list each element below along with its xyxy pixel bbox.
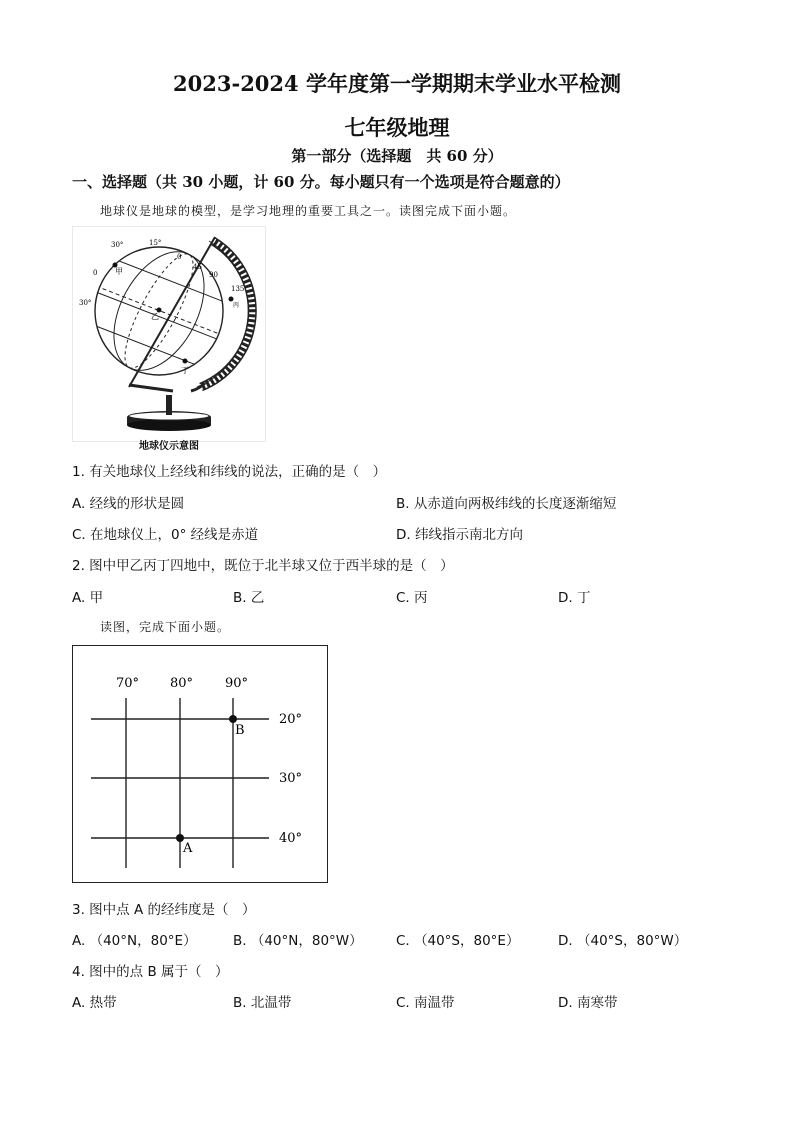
- question-2-option-b[interactable]: B. 乙: [233, 590, 265, 606]
- label-45: 45: [193, 263, 202, 271]
- question-4-option-a[interactable]: A. 热带: [72, 995, 117, 1011]
- question-4-option-b[interactable]: B. 北温带: [233, 995, 292, 1011]
- group1-intro: 地球仪是地球的模型，是学习地理的重要工具之一。读图完成下面小题。: [100, 204, 517, 218]
- globe-figure: [72, 226, 266, 452]
- label-a: A: [183, 841, 193, 856]
- lat-label-30: 30°: [279, 771, 303, 786]
- label-ding: 丁: [181, 366, 189, 375]
- label-bing: 丙: [233, 302, 240, 309]
- exam-title: 2023-2024 学年度第一学期期末学业水平检测: [173, 71, 621, 96]
- label-30a: 30°: [111, 241, 124, 249]
- figure-caption: 地球仪示意图: [139, 441, 199, 452]
- label-15: 15°: [149, 239, 162, 247]
- part-heading: 第一部分（选择题 共 60 分）: [291, 147, 503, 165]
- point-bing: [229, 297, 234, 302]
- label-b: B: [235, 723, 245, 738]
- point-b: [229, 715, 237, 723]
- label-90: 90: [209, 271, 218, 279]
- latlon-grid-figure: [72, 645, 328, 883]
- label-yi: 乙: [151, 312, 159, 321]
- question-1-option-c[interactable]: C. 在地球仪上，0° 经线是赤道: [72, 527, 259, 543]
- question-2-option-c[interactable]: C. 丙: [396, 590, 428, 606]
- label-135: 135: [231, 285, 245, 293]
- question-3-option-c[interactable]: C. （40°S，80°E）: [396, 933, 520, 949]
- lat-label-40: 40°: [279, 831, 303, 846]
- question-3-option-a[interactable]: A. （40°N，80°E）: [72, 933, 197, 949]
- question-4-option-d[interactable]: D. 南寒带: [558, 995, 618, 1011]
- question-4-stem: 4. 图中的点 B 属于（ ）: [72, 964, 229, 980]
- question-2-stem: 2. 图中甲乙丙丁四地中，既位于北半球又位于西半球的是（ ）: [72, 558, 454, 574]
- question-3-option-b[interactable]: B. （40°N，80°W）: [233, 933, 363, 949]
- question-3-option-d[interactable]: D. （40°S，80°W）: [558, 933, 688, 949]
- group2-intro: 读图，完成下面小题。: [100, 620, 231, 634]
- label-0a: 0: [177, 253, 182, 261]
- question-1-option-a[interactable]: A. 经线的形状是圆: [72, 496, 185, 512]
- question-1-option-d[interactable]: D. 纬线指示南北方向: [396, 527, 523, 543]
- question-3-stem: 3. 图中点 A 的经纬度是（ ）: [72, 902, 256, 918]
- lon-label-70: 70°: [116, 676, 140, 691]
- lat-label-20: 20°: [279, 712, 303, 727]
- question-1-option-b[interactable]: B. 从赤道向两极纬线的长度逐渐缩短: [396, 496, 617, 512]
- lon-label-80: 80°: [170, 676, 194, 691]
- label-jia: 甲: [115, 267, 123, 276]
- label-0b: 0: [93, 269, 98, 277]
- section-heading: 一、选择题（共 30 小题，计 60 分。每小题只有一个选项是符合题意的）: [72, 173, 570, 191]
- latlon-grid: [73, 646, 326, 881]
- lon-label-90: 90°: [225, 676, 249, 691]
- point-ding: [183, 359, 188, 364]
- question-1-stem: 1. 有关地球仪上经线和纬线的说法，正确的是（ ）: [72, 464, 387, 480]
- question-2-option-d[interactable]: D. 丁: [558, 590, 591, 606]
- label-30b: 30°: [79, 299, 92, 307]
- question-2-option-a[interactable]: A. 甲: [72, 590, 104, 606]
- globe-illustration: [73, 227, 265, 441]
- question-4-option-c[interactable]: C. 南温带: [396, 995, 455, 1011]
- exam-subtitle: 七年级地理: [344, 115, 450, 140]
